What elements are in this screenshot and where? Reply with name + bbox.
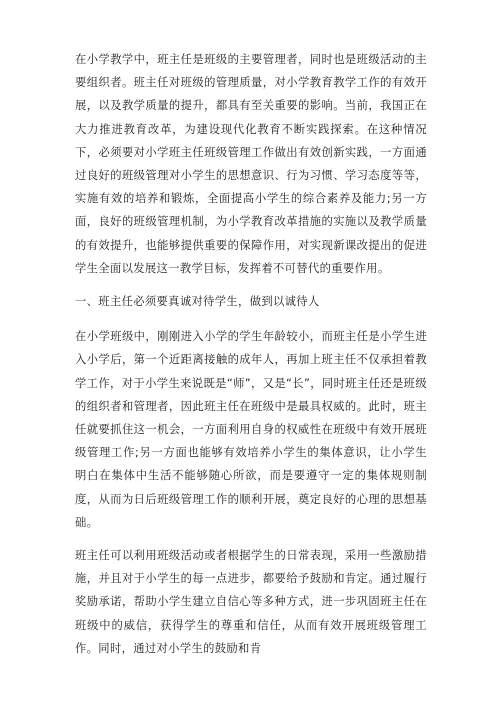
document-page [75,48,427,660]
body-paragraph-2: 班主任可以利用班级活动或者根据学生的日常表现，采用一些激励措施，并且对于小学生的每一点进步，都要给予鼓励和肯定。通过履行奖励承诺，帮助小学生建立自信心等多种方式，进一步巩固班主任在班级中的威信，获得学生的尊重和信任，从而有效开展班级管理工作。同时，通过对小学生的鼓励和肯 [75,549,427,655]
section-heading: 一、班主任必须要真诚对待学生，做到以诚待人 [75,295,320,309]
paragraph-spacer [75,534,427,544]
intro-paragraph: 在小学教学中，班主任是班级的主要管理者，同时也是班级活动的主要组织者。班主任对班级的管理质量，对小学教育教学工作的有效开展，以及教学质量的提升，都具有至关重要的影响。当前，我国正在大力推进教育改革，为建设现代化教育不断实践探索。在这种情况下，必须要对小学班主任班级管理工作做出有效创新实践，一方面通过良好的班级管理对小学生的思想意识、行为习惯、学习态度等等，实施有效的培养和锻炼，全面提高小学生的综合素养及能力;另一方面，良好的班级管理机制，为小学教育改革措施的实施以及教学质量的有效提升，也能够提供重要的保障作用，对实现新课改提出的促进学生全面以发展这一教学目标，发挥着不可替代的重要作用。 [75,53,427,275]
body-paragraph-1: 在小学班级中，刚刚进入小学的学生年龄较小，而班主任是小学生进入小学后，第一个近距离接触的成年人，再加上班主任不仅承担着教学工作，对于小学生来说既是“师”，又是“长”，同时班主任还是班级的组织者和管理者，因此班主任在班级中是最具权威的。此时，班主任就要抓住这一机会，一方面利用自身的权威性在班级中有效开展班级管理工作;另一方面也能够有效培养小学生的集体意识，让小学生明白在集体中生活不能够随心所欲，而是要遵守一定的集体规则制度，从而为日后班级管理工作的顺利开展，奠定良好的心理的思想基础。 [75,330,427,529]
